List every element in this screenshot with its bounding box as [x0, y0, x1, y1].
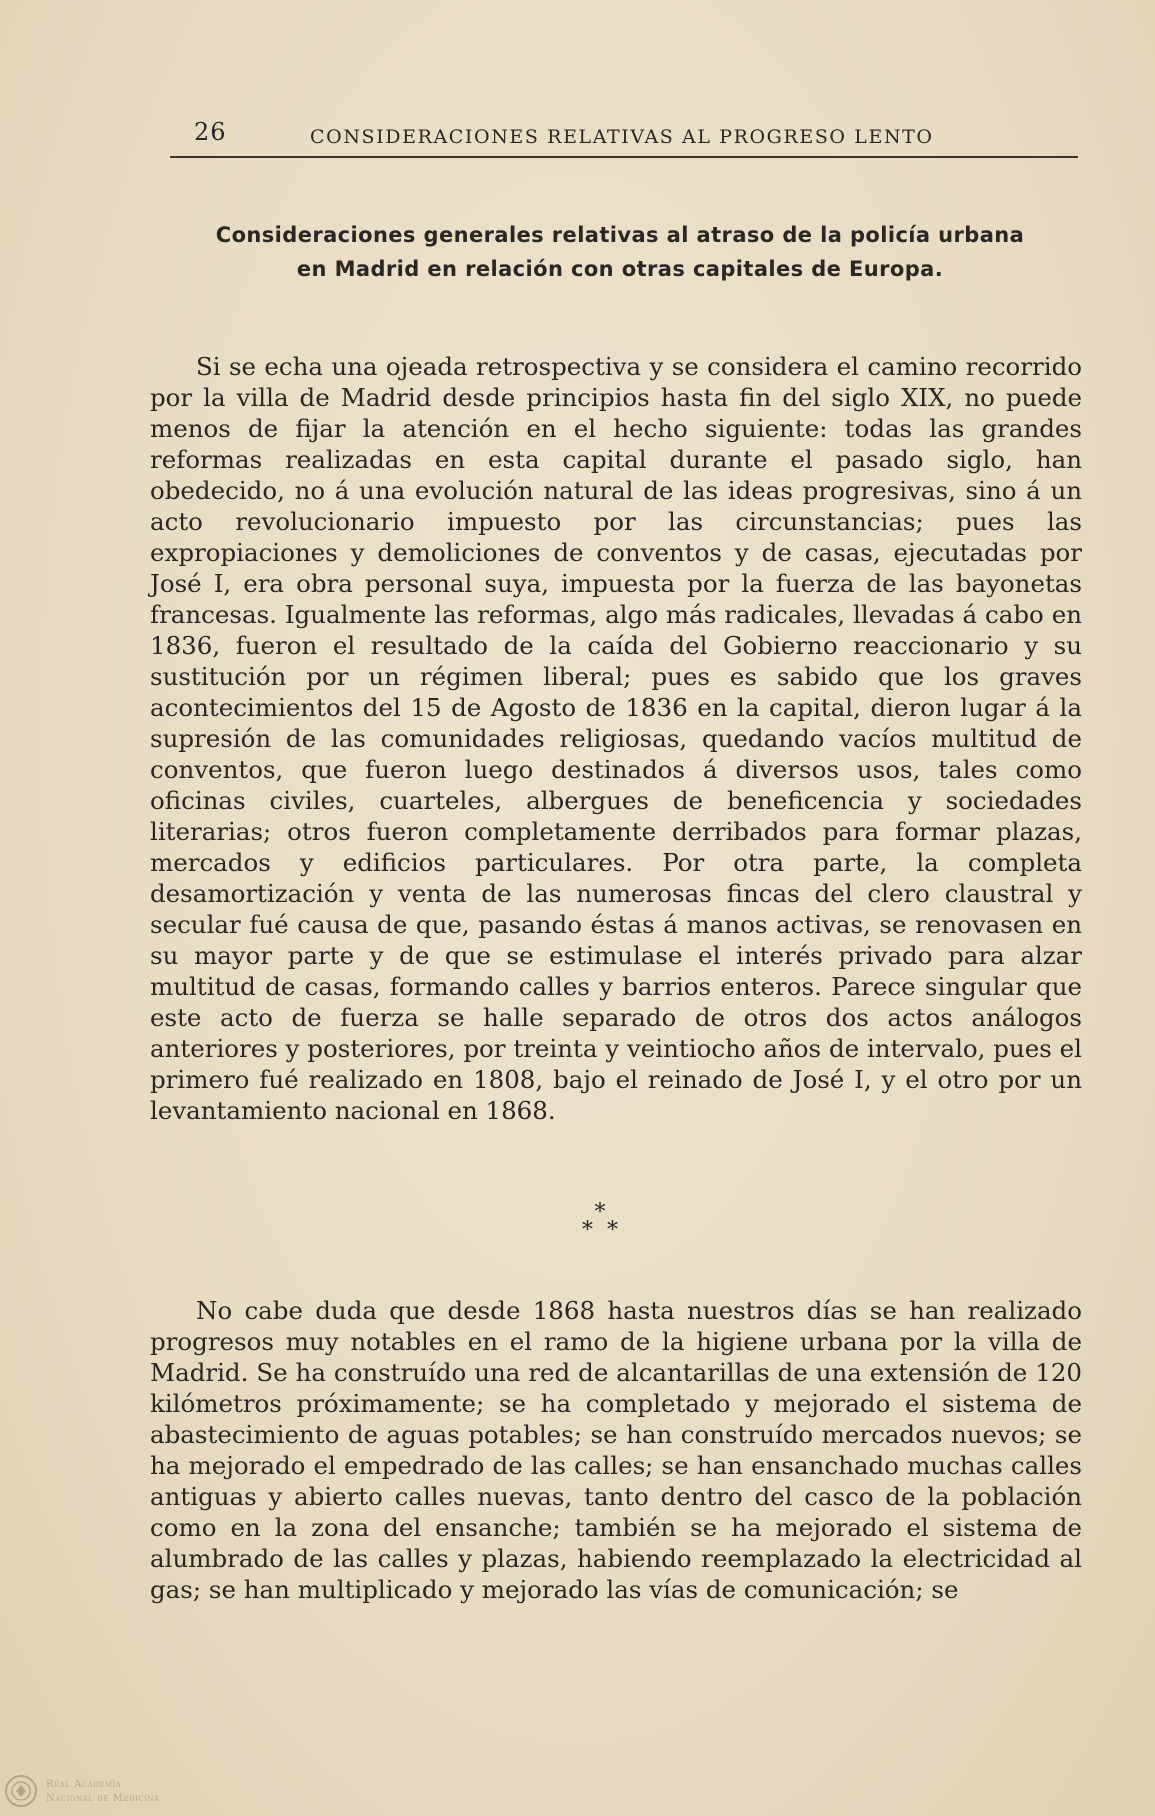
library-watermark: [4, 1772, 204, 1812]
paragraph-2: No cabe duda que desde 1868 hasta nuestros días se han realizado progresos muy notables en el ramo de la higiene urbana por la villa de Madrid. Se ha construído una red de alcantarillas de una extensión de 120 kilómetros próximamente; se ha completado y mejorado el sistema de abastecimiento de aguas potables; se han construído mercados nuevos; se ha mejorado el empedrado de las calles; se han ensanchado muchas calles antiguas y abierto calles nuevas, tanto dentro del casco de la población como en la zona del ensanche; también se ha mejorado el sistema de alumbrado de las calles y plazas, habiendo reemplazado la electricidad al gas; se han multiplicado y mejorado las vías de comunicación; se: [150, 1295, 1082, 1604]
running-head: CONSIDERACIONES RELATIVAS AL PROGRESO LENTO: [310, 126, 934, 148]
paragraph-1: Si se echa una ojeada retrospectiva y se considera el camino recorrido por la villa de Madrid desde principios hasta fin del siglo XIX, no puede menos de fijar la atención en el hecho siguiente: todas las grandes reformas realizadas en esta capital durante el pasado siglo, han obedecido, no á una evolución natural de las ideas progresivas, sino á un acto revolucionario impuesto por las circunstancias; pues las expropiaciones y demoliciones de conventos y de casas, ejecutadas por José I, era obra personal suya, impuesta por la fuerza de las bayonetas francesas. Igualmente las reformas, algo más radicales, llevadas á cabo en 1836, fueron el resultado de la caída del Gobierno reaccionario y su sustitución por un régimen liberal; pues es sabido que los graves acontecimientos del 15 de Agosto de 1836 en la capital, dieron lugar á la supresión de las comunidades religiosas, quedando vacíos multitud de conventos, que fueron luego destinados á diversos usos, tales como oficinas civiles, cuarteles, albergues de beneficencia y sociedades literarias; otros fueron completamente derribados para formar plazas, mercados y edificios particulares. Por otra parte, la completa desamortización y venta de las numerosas fincas del clero claustral y secular fué causa de que, pasando éstas á manos activas, se renovasen en su mayor parte y de que se estimulase el interés privado para alzar multitud de casas, formando calles y barrios enteros. Parece singular que este acto de fuerza se halle separado de otros dos actos análogos anteriores y posteriores, por treinta y veintiocho años de intervalo, pues el primero fué realizado en 1808, bajo el reinado de José I, y el otro por un levantamiento nacional en 1868.: [150, 351, 1082, 1125]
watermark-line-2: Nacional de Medicina: [46, 1793, 160, 1804]
header-rule: [170, 156, 1078, 158]
section-heading-line-1: Consideraciones generales relativas al atraso de la policía urbana: [215, 223, 1025, 247]
academy-seal-icon: [4, 1774, 38, 1808]
asterism-divider: [560, 1200, 640, 1250]
watermark-text: [46, 1778, 160, 1806]
asterism-bottom: **: [582, 1218, 632, 1243]
watermark-line-1: Real Academia: [46, 1779, 122, 1790]
section-heading-line-2: en Madrid en relación con otras capitales de Europa.: [296, 257, 944, 281]
page-number: 26: [194, 118, 227, 146]
asterism-top: *: [594, 1200, 606, 1225]
page-header: [188, 114, 1078, 154]
section-heading: [150, 218, 1090, 286]
